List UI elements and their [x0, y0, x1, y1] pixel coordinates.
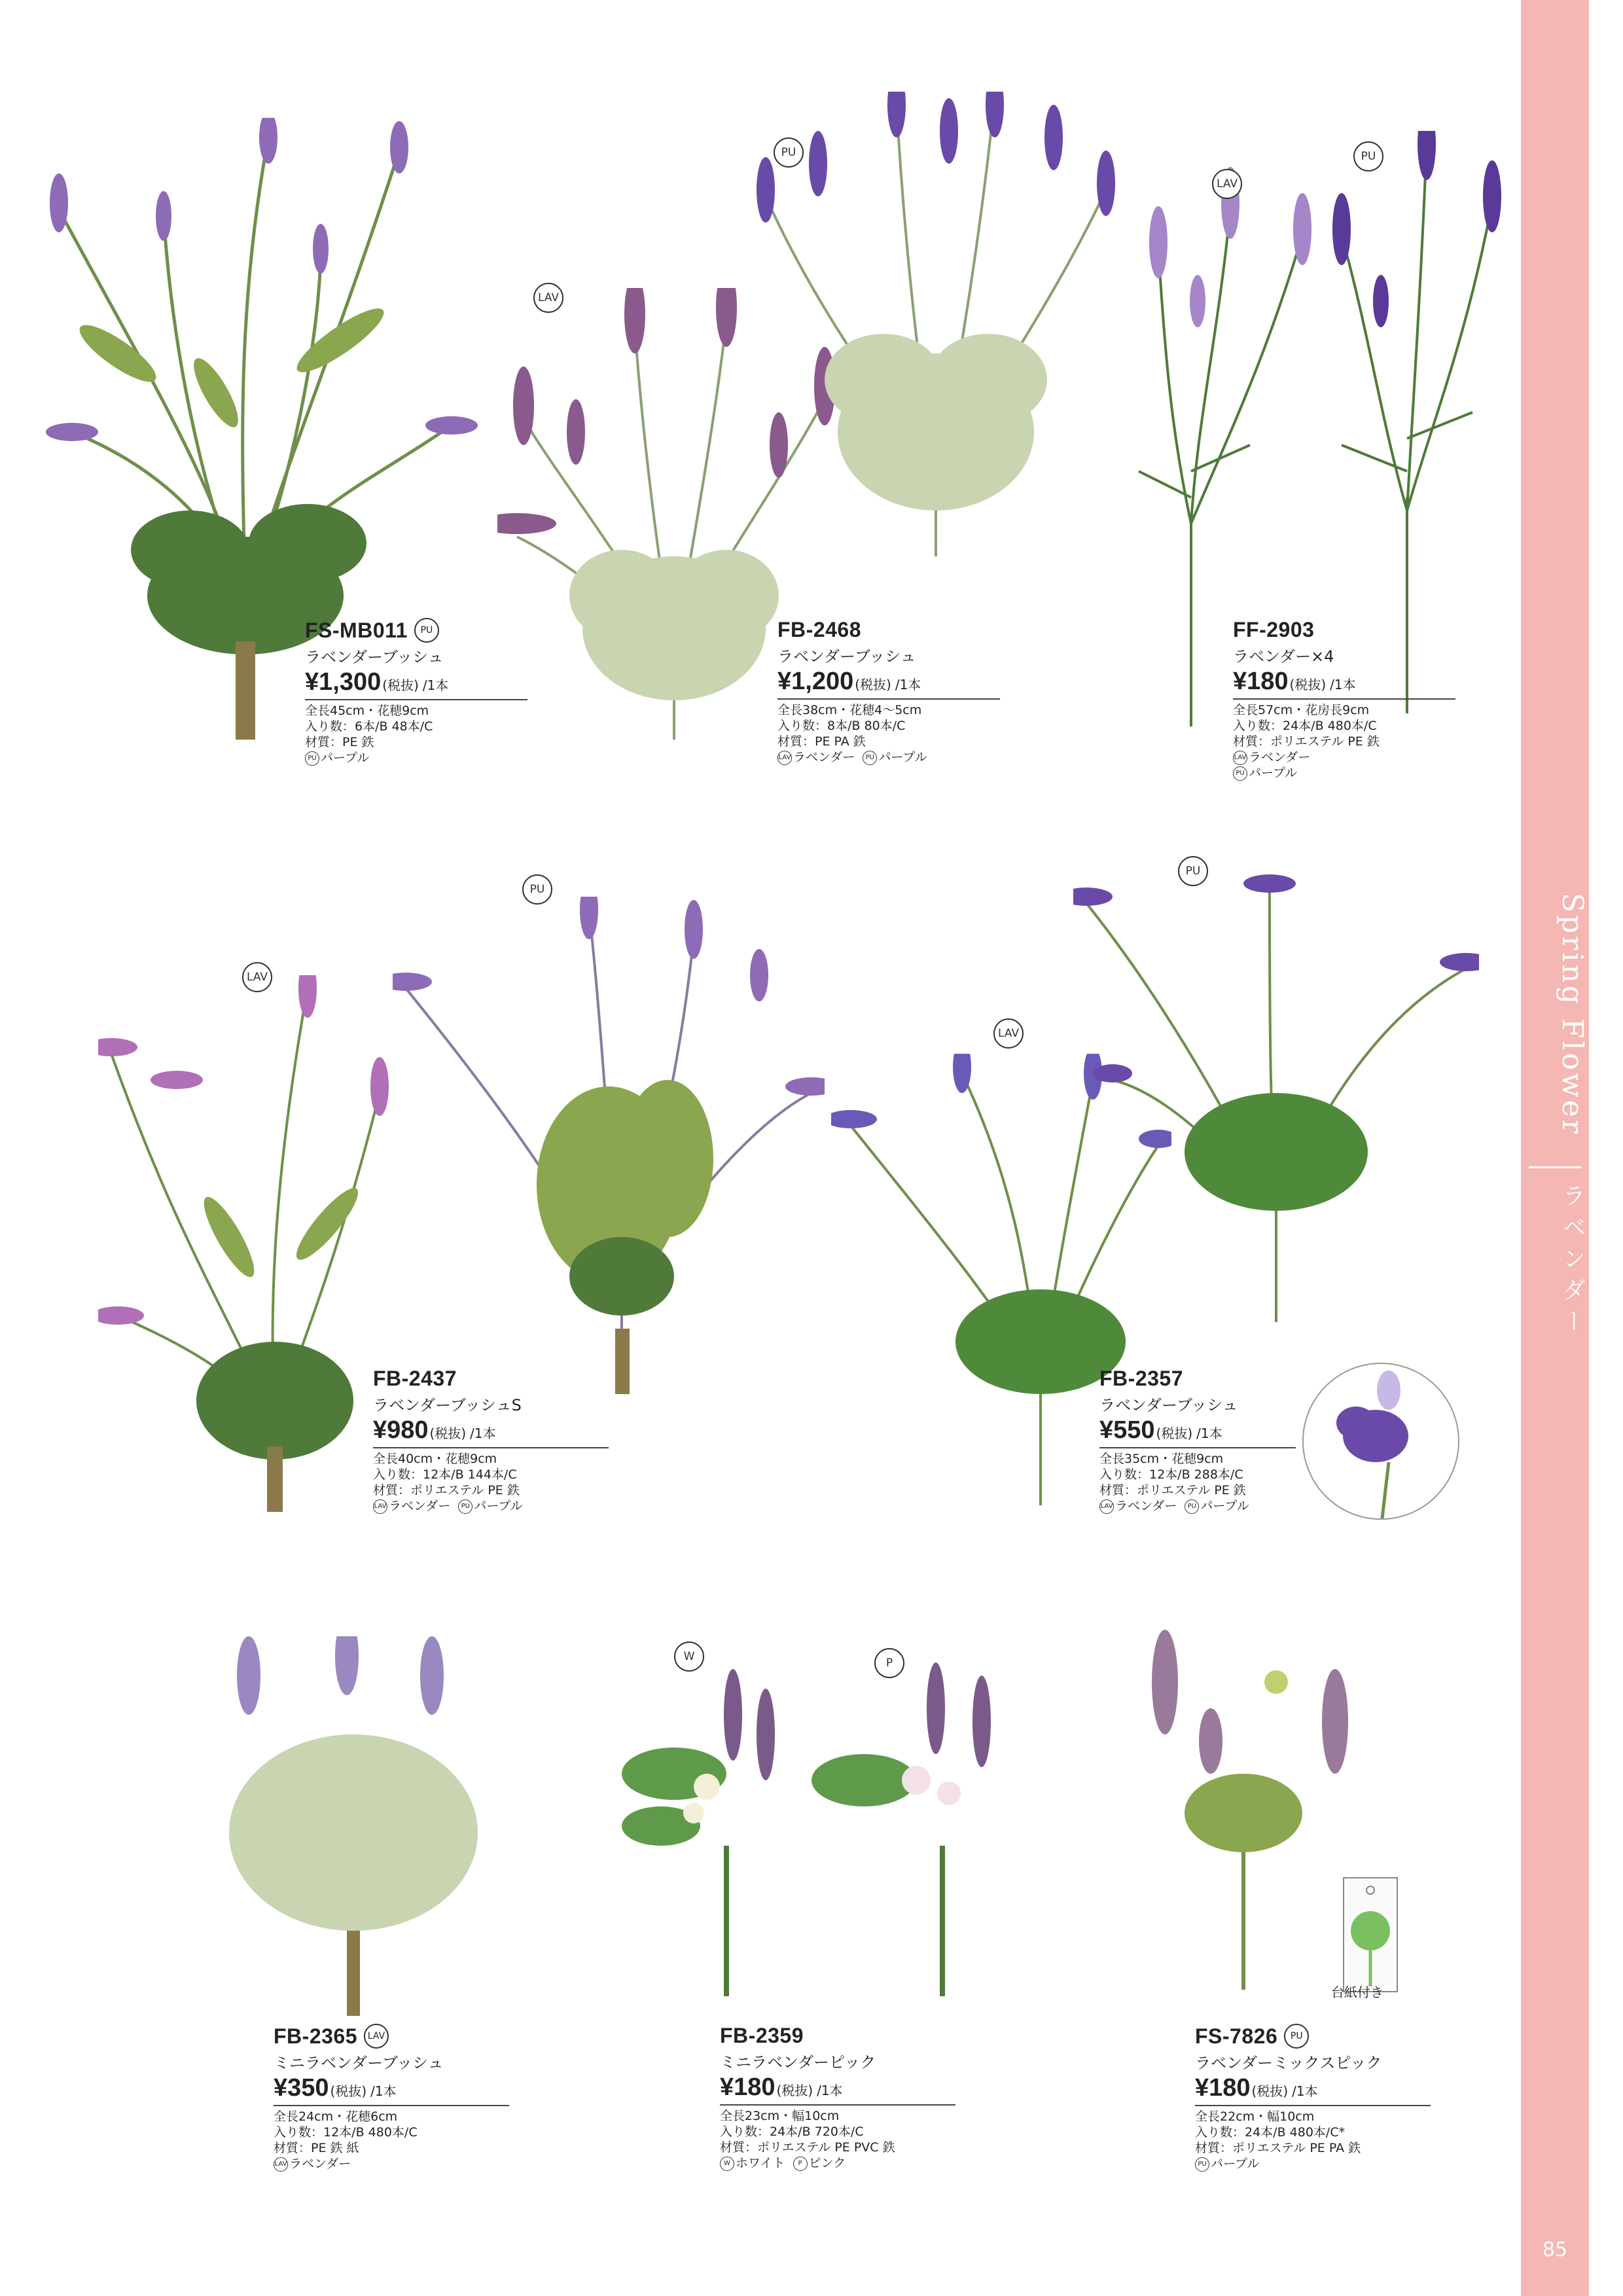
product-name: ラベンダーブッシュ — [777, 647, 916, 666]
unit: /1本 — [1292, 2083, 1318, 2099]
product-name: ラベンダー×4 — [1233, 647, 1334, 666]
color-tag-badge: PU — [414, 618, 439, 643]
product-code: FS-7826 — [1195, 2024, 1278, 2048]
unit: /1本 — [1330, 677, 1356, 692]
price: ¥180 — [1233, 668, 1289, 695]
tax-note: (税抜) — [382, 677, 419, 693]
product-name: ラベンダーブッシュ — [305, 648, 444, 666]
color-tag-badge: PU — [1284, 2024, 1309, 2049]
price: ¥550 — [1099, 1416, 1155, 1444]
product-name: ラベンダーブッシュS — [373, 1396, 522, 1414]
spec-list: 全長57cm・花房長9cm 入り数：24本/B 480本/C 材質：ポリエステル PE 鉄 LAV ラベンダー PU パープル — [1233, 703, 1380, 780]
color-tag-badge: PU — [1178, 856, 1208, 886]
product-code: FB-2437 — [373, 1367, 457, 1390]
unit: /1本 — [470, 1426, 496, 1441]
color-tag-badge: PU — [1353, 141, 1383, 171]
color-tag-badge: LAV — [1212, 169, 1242, 199]
tax-note: (税抜) — [429, 1426, 467, 1441]
color-tag-badge: LAV — [364, 2024, 389, 2049]
color-tag-badge: LAV — [242, 962, 272, 992]
plant-image-fb-2468-pu — [753, 92, 1119, 563]
unit: /1本 — [895, 677, 921, 692]
color-tag-badge: P — [874, 1648, 904, 1678]
product-name: ラベンダーミックスピック — [1195, 2054, 1382, 2072]
product-fb-2359 — [720, 2024, 955, 2171]
spec-list: 全長40cm・花穂9cm 入り数：12本/B 144本/C 材質：ポリエステル PE 鉄 LAV ラベンダー PU パープル — [373, 1452, 523, 1513]
plant-image-fs-7826 — [1139, 1630, 1361, 1996]
plant-image-fb-2359-white — [615, 1662, 812, 2003]
unit: /1本 — [370, 2083, 397, 2099]
sidebar-divider — [1529, 1166, 1581, 1168]
price: ¥180 — [1195, 2074, 1251, 2102]
product-name: ミニラベンダーピック — [720, 2053, 876, 2072]
tax-note: (税抜) — [776, 2083, 813, 2098]
spec-list: 全長35cm・花穂9cm 入り数：12本/B 288本/C 材質：ポリエステル PE 鉄 LAV ラベンダー PU パープル — [1099, 1452, 1249, 1513]
price: ¥1,300 — [305, 668, 382, 696]
price: ¥1,200 — [777, 668, 854, 695]
product-fb-2365 — [274, 2024, 509, 2172]
unit: /1本 — [817, 2083, 843, 2098]
tax-note: (税抜) — [1251, 2083, 1289, 2099]
unit: /1本 — [1196, 1426, 1222, 1441]
color-tag-badge: PU — [522, 874, 552, 905]
price: ¥350 — [274, 2074, 329, 2102]
product-name: ミニラベンダーブッシュ — [274, 2054, 444, 2072]
plant-image-fb-2357-pu — [1073, 870, 1479, 1329]
unit: /1本 — [422, 677, 449, 693]
card-attached-label: 台紙付き — [1331, 1984, 1383, 2000]
product-fs-7826 — [1195, 2024, 1431, 2172]
spec-list: 全長38cm・花穂4〜5cm 入り数：8本/B 80本/C 材質：PE PA 鉄 LAV ラベンダー PU パープル — [777, 703, 927, 764]
tax-note: (税抜) — [855, 677, 891, 692]
detail-zoom-image — [1302, 1363, 1459, 1520]
product-code: FS-MB011 — [305, 618, 408, 642]
tax-note: (税抜) — [330, 2083, 367, 2099]
category-label: ラベンダー — [1559, 1183, 1586, 1340]
spec-list: 全長24cm・花穂6cm 入り数：12本/B 480本/C 材質：PE 鉄 紙 LAV ラベンダー — [274, 2109, 418, 2171]
tax-note: (税抜) — [1156, 1426, 1193, 1441]
price: ¥980 — [373, 1416, 429, 1444]
spec-list: 全長45cm・花穂9cm 入り数：6本/B 48本/C 材質：PE 鉄 PU パープル — [305, 704, 433, 765]
page-number: 85 — [1542, 2238, 1568, 2261]
product-name: ラベンダーブッシュ — [1099, 1396, 1238, 1414]
plant-image-fb-2437-pu — [393, 897, 825, 1394]
spec-list: 全長23cm・幅10cm 入り数：24本/B 720本/C 材質：ポリエステル PE PVC 鉄 W ホワイト P ピンク — [720, 2109, 895, 2170]
product-code: FF-2903 — [1233, 618, 1315, 641]
product-code: FB-2468 — [777, 618, 861, 641]
spec-list: 全長22cm・幅10cm 入り数：24本/B 480本/C* 材質：ポリエステル PE PA 鉄 PU パープル — [1195, 2109, 1361, 2171]
product-fs-mb011 — [305, 618, 527, 766]
color-tag-badge: PU — [774, 137, 804, 168]
price: ¥180 — [720, 2073, 776, 2101]
product-fb-2468 — [777, 618, 1000, 765]
product-fb-2357 — [1099, 1367, 1296, 1514]
product-code: FB-2357 — [1099, 1367, 1183, 1390]
product-ff-2903 — [1233, 618, 1455, 781]
tax-note: (税抜) — [1289, 677, 1327, 692]
color-tag-badge: LAV — [993, 1018, 1024, 1049]
header-card-image — [1343, 1877, 1398, 1992]
product-code: FB-2359 — [720, 2024, 804, 2047]
color-tag-badge: LAV — [533, 283, 563, 313]
product-code: FB-2365 — [274, 2024, 357, 2048]
plant-image-fb-2437-lav — [98, 975, 393, 1512]
plant-image-fb-2359-pink — [805, 1662, 1014, 2003]
color-tag-badge: W — [674, 1641, 704, 1672]
product-fb-2437 — [373, 1367, 609, 1514]
plant-image-fb-2365 — [223, 1636, 504, 2022]
section-title: Spring Flower — [1556, 893, 1589, 1136]
